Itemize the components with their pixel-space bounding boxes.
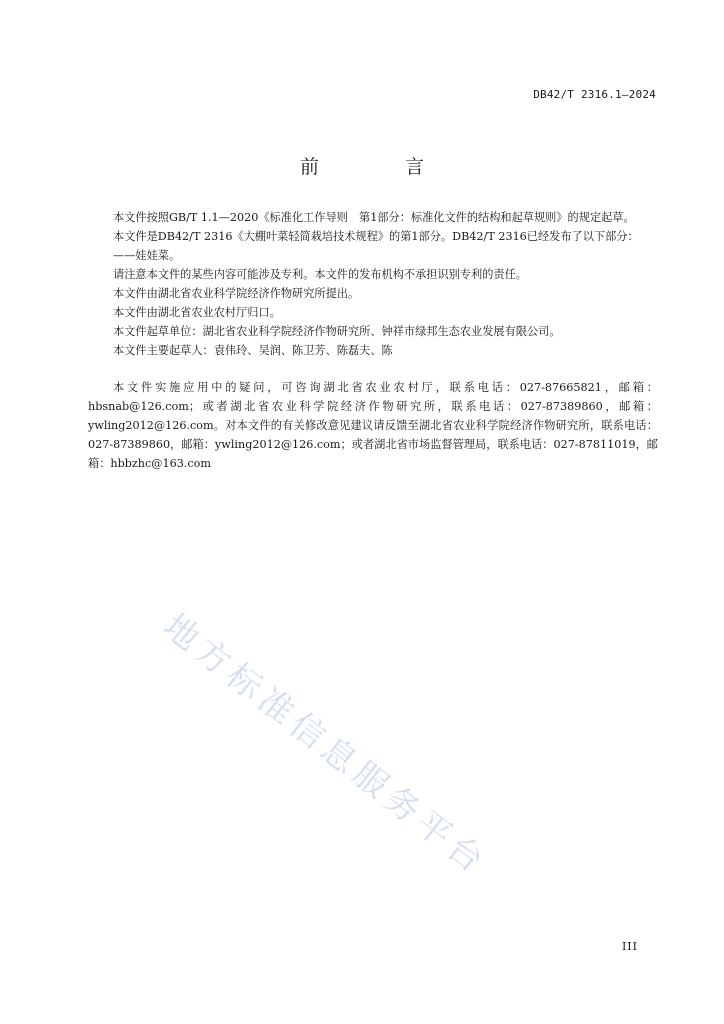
paragraph-drafting-units: 本文件起草单位：湖北省农业科学院经济作物研究所、钟祥市绿邦生态农业发展有限公司。: [113, 325, 561, 338]
paragraph-patent-notice: 请注意本文件的某些内容可能涉及专利。本文件的发布机构不承担识别专利的责任。: [113, 268, 527, 281]
spacer: [88, 360, 658, 378]
document-body: [88, 208, 658, 473]
paragraph-drafters: 本文件主要起草人：袁伟玲、吴润、陈卫芳、陈磊夫、陈: [113, 344, 393, 357]
document-code: DB42/T 2316.1—2024: [533, 88, 656, 101]
page-number: III: [621, 940, 638, 953]
paragraph-part-info: 本文件是DB42/T 2316《大棚叶菜轻简栽培技术规程》的第1部分。DB42/T 2316已经发布了以下部分：: [113, 230, 639, 243]
paragraph-drafting-rules: 本文件按照GB/T 1.1—2020《标准化工作导则 第1部分：标准化文件的结构和起草规则》的规定起草。: [113, 211, 635, 224]
paragraph-proposer: 本文件由湖北省农业科学院经济作物研究所提出。: [113, 287, 360, 300]
paragraph-centralized-unit: 本文件由湖北省农业农村厅归口。: [113, 306, 281, 319]
page-title: 前 言: [299, 156, 465, 178]
paragraph-part-list-item: ——娃娃菜。: [113, 249, 181, 262]
paragraph-contact-info: 本文件实施应用中的疑问，可咨询湖北省农业农村厅，联系电话：027-87665821，邮箱：hbsnab@126.com；或者湖北省农业科学院经济作物研究所，联系电话：027-87389860，邮箱：ywling2012@126.com。对本文件的有关修改意见建议请反馈至湖北省农业科学院经济作物研究所，联系电话：027-87389860，邮箱：ywling2012@126.com；或者湖北省市场监督管理局，联系电话：027-87811019，邮箱：hbbzhc@163.com: [88, 381, 658, 470]
watermark-text: 地方标准信息服务平台: [155, 606, 496, 885]
